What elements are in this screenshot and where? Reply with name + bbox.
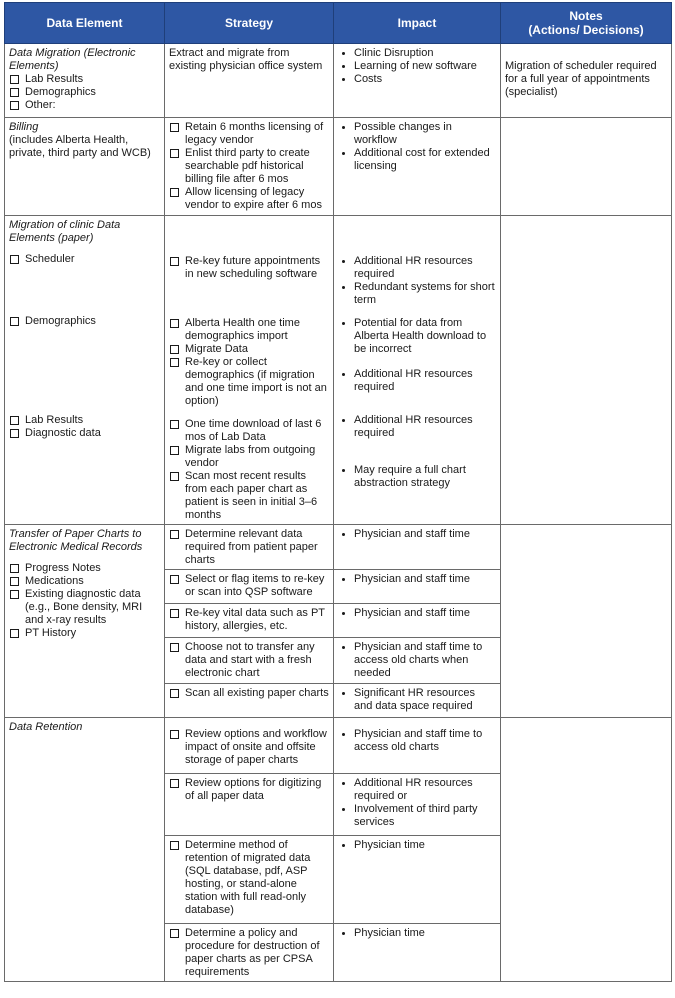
checkbox-item: Re-key or collect demographics (if migration and one time import is not an option): [169, 356, 329, 408]
checkbox-item: Demographics: [9, 86, 160, 99]
table-row: [5, 525, 672, 570]
data-element-cell: [5, 718, 165, 982]
checkbox-item: Other:: [9, 99, 160, 112]
strategy-text: Extract and migrate from existing physician office system: [169, 47, 323, 72]
checkbox-item: Enlist third party to create searchable pdf historical billing file after 6 mos: [169, 147, 329, 186]
checkbox-item: Medications: [9, 575, 160, 588]
notes-cell: [501, 118, 672, 216]
data-element-cell: [5, 525, 165, 718]
checkbox-item: Migrate labs from outgoing vendor: [169, 444, 329, 470]
row-description: (includes Alberta Health, private, third party and WCB): [9, 134, 151, 159]
impact-cell: [334, 924, 501, 982]
strategy-cell: [165, 570, 334, 604]
strategy-cell: [165, 836, 334, 924]
notes-cell: [501, 525, 672, 718]
data-element-cell: [5, 216, 165, 525]
bullet-item: Potential for data from Alberta Health download to be incorrect: [338, 317, 496, 356]
table-row: [5, 44, 672, 118]
bullet-item: Additional HR resources required: [338, 414, 496, 440]
table-row: [5, 118, 672, 216]
checkbox-item: One time download of last 6 mos of Lab Data: [169, 418, 329, 444]
checkbox-item: Re-key vital data such as PT history, allergies, etc.: [169, 607, 329, 633]
table-row: [5, 216, 672, 525]
checkbox-item: Review options and workflow impact of onsite and offsite storage of paper charts: [169, 728, 329, 767]
strategy-cell: [165, 684, 334, 718]
bullet-item: Learning of new software: [338, 60, 496, 73]
checkbox-item: Retain 6 months licensing of legacy vendor: [169, 121, 329, 147]
header-notes: [501, 3, 672, 44]
strategy-cell: [165, 216, 334, 525]
bullet-item: Costs: [338, 73, 496, 86]
header-strategy: Strategy: [165, 3, 334, 44]
table-row: [5, 718, 672, 774]
checkbox-item: PT History: [9, 627, 160, 640]
impact-cell: [334, 216, 501, 525]
impact-cell: [334, 570, 501, 604]
strategy-cell: [165, 718, 334, 774]
strategy-cell: [165, 604, 334, 638]
checkbox-item: Demographics: [9, 315, 160, 328]
notes-cell: [501, 44, 672, 118]
header-notes-line2: (Actions/ Decisions): [528, 23, 644, 37]
row-title: Billing: [9, 121, 39, 133]
row-title: Data Migration (Electronic Elements): [9, 47, 136, 72]
strategy-cell: [165, 924, 334, 982]
checkbox-item: Existing diagnostic data (e.g., Bone density, MRI and x-ray results: [9, 588, 160, 627]
notes-cell: [501, 718, 672, 982]
strategy-table: [4, 2, 672, 982]
checkbox-item: Determine relevant data required from patient paper charts: [169, 528, 329, 567]
data-element-cell: [5, 118, 165, 216]
bullet-item: Physician time: [338, 927, 496, 940]
bullet-item: Additional HR resources required: [338, 368, 496, 394]
bullet-item: Physician and staff time to access old charts: [338, 728, 496, 754]
impact-cell: [334, 118, 501, 216]
checkbox-item: Scheduler: [9, 253, 160, 266]
checkbox-item: Alberta Health one time demographics import: [169, 317, 329, 343]
checkbox-item: Scan all existing paper charts: [169, 687, 329, 700]
checkbox-item: Scan most recent results from each paper chart as patient is seen in initial 3–6 months: [169, 470, 329, 522]
checkbox-item: Diagnostic data: [9, 427, 160, 440]
header-row: [5, 3, 672, 44]
checkbox-item: Re-key future appointments in new scheduling software: [169, 255, 329, 281]
checkbox-item: Select or flag items to re-key or scan into QSP software: [169, 573, 329, 599]
checkbox-item: Migrate Data: [169, 343, 329, 356]
strategy-cell: [165, 118, 334, 216]
bullet-item: Additional HR resources required or: [338, 777, 496, 803]
impact-cell: [334, 44, 501, 118]
strategy-cell: [165, 774, 334, 836]
bullet-item: Additional HR resources required: [338, 255, 496, 281]
checkbox-item: Choose not to transfer any data and start with a fresh electronic chart: [169, 641, 329, 680]
header-impact: Impact: [334, 3, 501, 44]
impact-cell: [334, 638, 501, 684]
checkbox-item: Review options for digitizing of all paper data: [169, 777, 329, 803]
checkbox-item: Determine a policy and procedure for destruction of paper charts as per CPSA requirements: [169, 927, 329, 979]
notes-text: Migration of scheduler required for a full year of appointments (specialist): [505, 60, 657, 98]
impact-cell: [334, 836, 501, 924]
row-title: Migration of clinic Data Elements (paper): [9, 219, 121, 244]
strategy-cell: [165, 44, 334, 118]
bullet-item: Clinic Disruption: [338, 47, 496, 60]
bullet-item: Additional cost for extended licensing: [338, 147, 496, 173]
impact-cell: [334, 774, 501, 836]
bullet-item: Physician and staff time: [338, 607, 496, 620]
checkbox-item: Allow licensing of legacy vendor to expire after 6 mos: [169, 186, 329, 212]
bullet-item: Redundant systems for short term: [338, 281, 496, 307]
row-title: Transfer of Paper Charts to Electronic Medical Records: [9, 528, 143, 553]
row-title: Data Retention: [9, 721, 83, 733]
bullet-item: Physician and staff time to access old charts when needed: [338, 641, 496, 680]
impact-cell: [334, 718, 501, 774]
bullet-item: Significant HR resources and data space required: [338, 687, 496, 713]
checkbox-item: Lab Results: [9, 414, 160, 427]
notes-cell: [501, 216, 672, 525]
checkbox-item: Determine method of retention of migrated data (SQL database, pdf, ASP hosting, or stand-alone station with full read-only database): [169, 839, 329, 917]
impact-cell: [334, 684, 501, 718]
header-notes-line1: Notes: [569, 9, 603, 23]
strategy-cell: [165, 638, 334, 684]
bullet-item: Possible changes in workflow: [338, 121, 496, 147]
checkbox-item: Lab Results: [9, 73, 160, 86]
impact-cell: [334, 604, 501, 638]
bullet-item: Physician time: [338, 839, 496, 852]
bullet-item: Physician and staff time: [338, 573, 496, 586]
checkbox-item: Progress Notes: [9, 562, 160, 575]
impact-cell: [334, 525, 501, 570]
bullet-item: Involvement of third party services: [338, 803, 496, 829]
header-data-element: Data Element: [5, 3, 165, 44]
strategy-cell: [165, 525, 334, 570]
bullet-item: May require a full chart abstraction strategy: [338, 464, 496, 490]
bullet-item: Physician and staff time: [338, 528, 496, 541]
data-element-cell: [5, 44, 165, 118]
